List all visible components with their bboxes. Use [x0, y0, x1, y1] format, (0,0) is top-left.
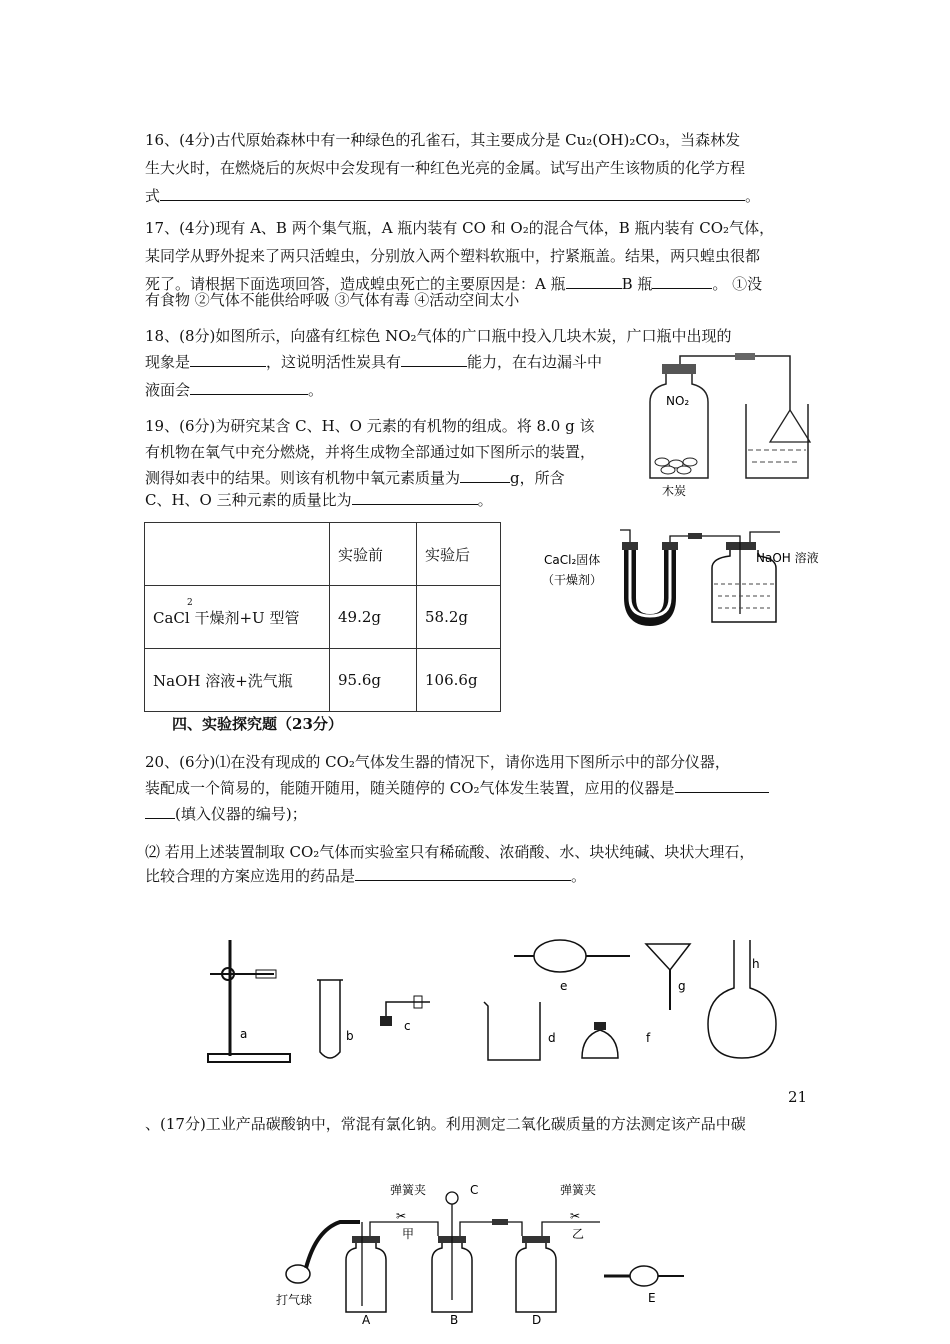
- q18-answer2-blank[interactable]: [401, 350, 467, 367]
- q18-answer3-blank[interactable]: [190, 378, 308, 395]
- test-tube: [320, 980, 340, 1058]
- table-cell: [145, 586, 330, 649]
- connector: [492, 1219, 508, 1225]
- inlet-tube: [620, 530, 630, 542]
- beaker: [484, 1002, 540, 1060]
- clip-2-icon: ✂: [570, 1209, 581, 1223]
- q21-apparatus-figure: [270, 1180, 710, 1330]
- q16-line3-prefix: 式: [145, 187, 161, 205]
- iron-stand: [208, 940, 290, 1062]
- bottle-d-stopper: [522, 1236, 550, 1243]
- cacl2-label: CaCl₂固体: [544, 553, 601, 567]
- table-cell: 58.2g: [417, 586, 501, 649]
- q20-line5: [145, 862, 810, 890]
- q19-line4: [145, 486, 645, 514]
- q18-line3-b: 。: [308, 381, 324, 399]
- q20-answer2-blank[interactable]: [355, 864, 571, 881]
- funnel: [646, 944, 690, 970]
- inverted-funnel: [770, 410, 810, 442]
- round-bottom-flask: [708, 940, 776, 1058]
- q19-line4-a: C、H、O 三种元素的质量比为: [145, 491, 352, 509]
- label-b: b: [346, 1029, 354, 1043]
- pump-label: 打气球: [276, 1293, 313, 1307]
- q18-line2-c: 能力，在右边漏斗中: [467, 353, 603, 371]
- jia-label: 甲: [402, 1227, 415, 1241]
- q17-line3-c: 。 ①没: [712, 275, 763, 293]
- label-d: d: [548, 1031, 556, 1045]
- table-header-cell: 实验后: [417, 523, 501, 586]
- q17-line4: 有食物 ②气体不能供给呼吸 ③气体有毒 ④活动空间太小: [145, 291, 520, 309]
- q19-answer1-blank[interactable]: [460, 466, 510, 483]
- q17-line1: 17、(4分)现有 A、B 两个集气瓶，A 瓶内装有 CO 和 O₂的混合气体，B 瓶内装有 CO₂气体，: [145, 219, 775, 237]
- table-row: [145, 586, 501, 649]
- rubber-connector: [735, 353, 755, 360]
- q20-line3: [145, 800, 810, 828]
- q18-line3-a: 液面会: [145, 381, 191, 399]
- q20-line5-b: 。: [571, 867, 587, 885]
- q20-line2: [145, 774, 810, 802]
- u-tube: [630, 550, 670, 620]
- q21-number: 21: [788, 1088, 808, 1106]
- q19-line4-b: 。: [477, 491, 493, 509]
- table-header-cell: [145, 523, 330, 586]
- q17-line3-text: 死了。请根据下面选项回答，造成蝗虫死亡的主要原因是：A 瓶: [145, 275, 566, 293]
- q20-line4: ⑵ 若用上述装置制取 CO₂气体而实验室只有稀硫酸、浓硝酸、水、块状纯碱、块状大理石，: [145, 843, 755, 861]
- q18-apparatus-figure: [640, 350, 810, 500]
- charcoal-piece: [655, 458, 669, 466]
- q19-apparatus-figure: [540, 528, 819, 628]
- q18-line2-b: ，这说明活性炭具有: [266, 353, 402, 371]
- section4-heading: 四、实验探究题（23分）: [172, 715, 343, 733]
- label-e: e: [560, 979, 568, 993]
- bottle-stopper: [662, 364, 696, 374]
- outlet-tube: [542, 1222, 600, 1236]
- q20-line3-text: (填入仪器的编号)；: [175, 805, 307, 823]
- desiccant-label: （干燥剂）: [542, 573, 603, 587]
- q19-answer2-blank[interactable]: [352, 488, 478, 505]
- yi-label: 乙: [572, 1227, 585, 1241]
- q18-line2-a: 现象是: [145, 353, 191, 371]
- q19-line3-b: g，所含: [510, 469, 565, 487]
- table-header-row: [145, 523, 501, 586]
- clip-1-icon: ✂: [396, 1209, 407, 1223]
- q17-line2: 某同学从野外捉来了两只活蝗虫，分别放入两个塑料软瓶中，拧紧瓶盖。结果，两只蝗虫很都: [145, 247, 761, 265]
- outlet-tube: [750, 532, 780, 542]
- beaker: [746, 404, 808, 478]
- glass-tube: [680, 356, 790, 410]
- q20-answer1-blank-cont[interactable]: [145, 802, 175, 819]
- table-cell: 106.6g: [417, 649, 501, 712]
- q20-line2-text: 装配成一个简易的，能随开随用，随关随停的 CO₂气体发生装置，应用的仪器是: [145, 779, 675, 797]
- q20-line5-a: 比较合理的方案应选用的药品是: [145, 867, 356, 885]
- alcohol-lamp: [582, 1030, 618, 1058]
- q17-line3-b: B 瓶: [621, 275, 653, 293]
- q18-line3: [145, 376, 645, 404]
- superscript-2: 2: [187, 598, 193, 608]
- label-f: f: [646, 1031, 651, 1045]
- row-label: CaCl 干燥剂+U 型管: [153, 608, 300, 627]
- label-a: a: [240, 1027, 248, 1041]
- u-tube-stopper: [622, 542, 638, 550]
- bottle-a-stopper: [352, 1236, 380, 1243]
- label-c: c: [404, 1019, 411, 1033]
- charcoal-piece: [661, 466, 675, 474]
- q16-line3-suffix: 。: [745, 187, 761, 205]
- q16-line3: [145, 182, 810, 210]
- q18-line2: [145, 348, 645, 376]
- connecting-tube: [670, 536, 740, 542]
- lamp-cap: [594, 1022, 606, 1030]
- table-cell: 95.6g: [330, 649, 417, 712]
- naoh-label: NaOH 溶液: [756, 551, 819, 565]
- label-g: g: [678, 979, 686, 993]
- tube-b-d: [460, 1222, 522, 1236]
- pump-hose: [306, 1222, 360, 1268]
- table-cell: 49.2g: [330, 586, 417, 649]
- c-label: C: [470, 1183, 479, 1197]
- q16-answer-blank[interactable]: [160, 184, 745, 201]
- q19-results-table: [144, 522, 501, 712]
- connector: [688, 533, 702, 539]
- bottle-a: [346, 1242, 386, 1312]
- charcoal-piece: [677, 466, 691, 474]
- wash-bottle-stopper: [726, 542, 756, 550]
- no2-label: NO₂: [666, 394, 690, 408]
- bulb: [534, 940, 586, 972]
- q18-line1: 18、(8分)如图所示，向盛有红棕色 NO₂气体的广口瓶中投入几块木炭，广口瓶中出现的: [145, 327, 732, 345]
- e-label: E: [648, 1291, 656, 1305]
- q21-line1: 、(17分)工业产品碳酸钠中，常混有氯化钠。利用测定二氧化碳质量的方法测定该产品中碳: [145, 1115, 746, 1133]
- q20-instruments-figure: [200, 930, 790, 1070]
- q19-line3-a: 测得如表中的结果。则该有机物中氧元素质量为: [145, 469, 461, 487]
- label-h: h: [752, 957, 760, 971]
- u-tube-stopper: [662, 542, 678, 550]
- table-row: [145, 649, 501, 712]
- b-label: B: [450, 1313, 459, 1327]
- q20-answer1-blank[interactable]: [675, 776, 769, 793]
- q16-line2: 生大火时，在燃烧后的灰烬中会发现有一种红色光亮的金属。试写出产生该物质的化学方程: [145, 159, 746, 177]
- stopper: [380, 1016, 392, 1026]
- q20-line1: 20、(6分)⑴在没有现成的 CO₂气体发生器的情况下，请你选用下图所示中的部分仪器，: [145, 753, 730, 771]
- table-cell: NaOH 溶液+洗气瓶: [145, 649, 330, 712]
- funnel-c: [446, 1192, 458, 1204]
- a-label: A: [362, 1313, 371, 1327]
- q19-line2: 有机物在氧气中充分燃烧，并将生成物全部通过如下图所示的装置，: [145, 443, 596, 461]
- q16-line1: 16、(4分)古代原始森林中有一种绿色的孔雀石，其主要成分是 Cu₂(OH)₂CO₃，当森林发: [145, 131, 741, 149]
- d-label: D: [532, 1313, 542, 1327]
- q19-line1: 19、(6分)为研究某含 C、H、O 元素的有机物的组成。将 8.0 g 该: [145, 417, 595, 435]
- charcoal-piece: [683, 458, 697, 466]
- drying-tube-e: [630, 1266, 658, 1286]
- charcoal-label: 木炭: [662, 484, 687, 498]
- q18-answer1-blank[interactable]: [190, 350, 266, 367]
- table-header-cell: 实验前: [330, 523, 417, 586]
- bottle-d: [516, 1242, 556, 1312]
- spring-clip-2-label: 弹簧夹: [560, 1183, 597, 1197]
- spring-clip-1-label: 弹簧夹: [390, 1183, 427, 1197]
